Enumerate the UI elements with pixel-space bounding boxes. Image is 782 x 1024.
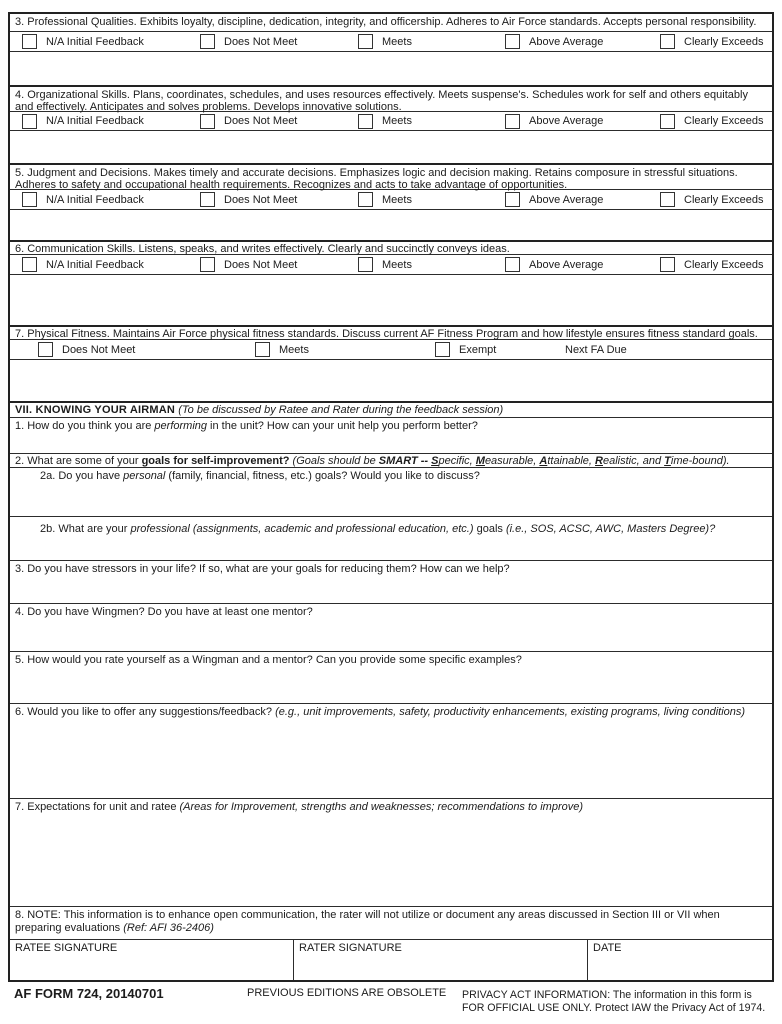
section-3-header [10,14,772,32]
ratee-signature-label: RATEE SIGNATURE [15,942,118,954]
rating-label: Clearly Exceeds [684,115,764,127]
rating-label: Does Not Meet [224,115,298,127]
above-average-checkbox[interactable] [505,257,520,272]
rating-option-above-average [493,255,648,274]
rating-option-clearly-exceeds [648,32,763,51]
section-3-rating-row [10,32,772,52]
rating-option-clearly-exceeds [648,112,763,130]
section-3-text: 3. Professional Qualities. Exhibits loyalty, discipline, dedication, integrity, and officership. Adheres to Air Force standards. Accepts personal responsibility. [15,16,757,28]
above-average-checkbox[interactable] [505,114,520,129]
section-5-comments-area[interactable] [10,210,772,242]
rating-option-meets [346,255,493,274]
meets-checkbox[interactable] [358,34,373,49]
date-label: DATE [593,942,622,954]
meets-checkbox[interactable] [358,257,373,272]
rating-label: Meets [382,115,412,127]
date-field[interactable] [588,940,772,980]
question-6-text: 6. Would you like to offer any suggestions/feedback? (e.g., unit improvements, safety, productivity enhancements, existing programs, living conditions) [15,706,746,718]
clearly-exceeds-checkbox[interactable] [660,192,675,207]
question-3[interactable] [10,561,772,604]
rating-label: Clearly Exceeds [684,193,764,206]
section-6-rating-row [10,255,772,275]
na-initial-feedback-checkbox[interactable] [22,34,37,49]
section-7-fitness-row [10,340,772,360]
rating-option-na-initial-feedback [10,112,188,130]
next-fa-due-label: Next FA Due [565,343,627,356]
question-4-text: 4. Do you have Wingmen? Do you have at least one mentor? [15,606,313,618]
rating-label: Clearly Exceeds [684,258,764,271]
rating-label: Does Not Meet [224,258,298,271]
previous-editions-note: PREVIOUS EDITIONS ARE OBSOLETE [247,987,447,999]
rating-option-meets [346,190,493,209]
privacy-act-line2: FOR OFFICIAL USE ONLY. Protect IAW the Privacy Act of 1974. [462,1001,766,1014]
question-6[interactable] [10,704,772,799]
clearly-exceeds-checkbox[interactable] [660,257,675,272]
fitness-does-not-meet-checkbox[interactable] [38,342,53,357]
clearly-exceeds-checkbox[interactable] [660,114,675,129]
rating-option-na-initial-feedback [10,255,188,274]
rating-label: Clearly Exceeds [684,35,764,48]
rating-option-does-not-meet [188,190,346,209]
question-2-header [10,454,772,468]
rating-option-meets [346,32,493,51]
fitness-label: Does Not Meet [62,343,136,356]
fitness-label: Meets [279,343,309,356]
signature-row [10,940,772,980]
rating-option-meets [346,112,493,130]
question-2a-text: 2a. Do you have personal (family, financial, fitness, etc.) goals? Would you like to discuss? [40,470,480,482]
question-4[interactable] [10,604,772,652]
rating-option-does-not-meet [188,112,346,130]
rating-option-above-average [493,190,648,209]
rating-label: Meets [382,258,412,271]
rating-option-above-average [493,32,648,51]
rating-label: N/A Initial Feedback [46,115,144,127]
rating-option-na-initial-feedback [10,190,188,209]
section-6-comments-area[interactable] [10,275,772,327]
question-2-text: 2. What are some of your goals for self-improvement? (Goals should be SMART -- Specific, Measurable, Attainable, Realistic, and Time-bound). [15,455,730,467]
rating-option-does-not-meet [188,255,346,274]
section-5-header [10,165,772,190]
fitness-exempt-checkbox[interactable] [435,342,450,357]
question-2b[interactable] [10,517,772,561]
does-not-meet-checkbox[interactable] [200,34,215,49]
section-4-comments-area[interactable] [10,131,772,165]
question-7-text: 7. Expectations for unit and ratee (Areas for Improvement, strengths and weaknesses; recommendations to improve) [15,801,584,813]
rater-signature-label: RATER SIGNATURE [299,942,402,954]
meets-checkbox[interactable] [358,192,373,207]
rating-option-does-not-meet [188,32,346,51]
above-average-checkbox[interactable] [505,192,520,207]
does-not-meet-checkbox[interactable] [200,114,215,129]
fitness-option-does-not-meet [10,340,225,359]
section-7-comments-area[interactable] [10,360,772,403]
fitness-label: Exempt [459,343,497,356]
rating-label: N/A Initial Feedback [46,258,144,271]
question-2b-text: 2b. What are your professional (assignments, academic and professional education, etc.) goals (i.e., SOS, ACSC, AWC, Masters Degree)? [40,523,716,535]
rating-label: Meets [382,193,412,206]
question-1[interactable] [10,418,772,454]
rating-label: Above Average [529,115,604,127]
rating-label: Does Not Meet [224,193,298,206]
fitness-option-exempt [405,340,535,359]
rating-option-above-average [493,112,648,130]
section-vii-title: VII. KNOWING YOUR AIRMAN (To be discussed by Ratee and Rater during the feedback session) [15,404,504,416]
section-7-text: 7. Physical Fitness. Maintains Air Force physical fitness standards. Discuss current AF Fitness Program and how lifestyle ensures fitness standard goals. [15,328,758,340]
rating-option-clearly-exceeds [648,255,763,274]
section-vii-header [10,403,772,418]
rating-label: Meets [382,35,412,48]
meets-checkbox[interactable] [358,114,373,129]
question-7[interactable] [10,799,772,907]
section-4-header [10,87,772,112]
na-initial-feedback-checkbox[interactable] [22,114,37,129]
section-5-text: 5. Judgment and Decisions. Makes timely and accurate decisions. Emphasizes logic and decision making. Retains composure in stressful situations. Adheres to safety and occupational health requirements. Recognizes and acts to take advantage of opportunities. [15,167,738,192]
rating-label: Above Average [529,258,604,271]
above-average-checkbox[interactable] [505,34,520,49]
rating-label: Above Average [529,35,604,48]
section-6-text: 6. Communication Skills. Listens, speaks, and writes effectively. Clearly and succinctly conveys ideas. [15,243,510,255]
next-fa-due-field[interactable] [535,340,627,359]
question-5-text: 5. How would you rate yourself as a Wingman and a mentor? Can you provide some specific examples? [15,654,522,666]
section-3-comments-area[interactable] [10,52,772,87]
rating-label: Above Average [529,193,604,206]
privacy-act-line1: PRIVACY ACT INFORMATION: The information in this form is [462,989,752,1001]
rating-label: Does Not Meet [224,35,298,48]
fitness-meets-checkbox[interactable] [255,342,270,357]
rater-signature-field[interactable] [294,940,588,980]
fitness-option-meets [225,340,405,359]
rating-label: N/A Initial Feedback [46,193,144,206]
rating-option-na-initial-feedback [10,32,188,51]
does-not-meet-checkbox[interactable] [200,257,215,272]
af-form-724-page [8,12,774,982]
rating-label: N/A Initial Feedback [46,35,144,48]
na-initial-feedback-checkbox[interactable] [22,257,37,272]
question-5[interactable] [10,652,772,704]
question-2a[interactable] [10,468,772,517]
question-3-text: 3. Do you have stressors in your life? If so, what are your goals for reducing them? How can we help? [15,563,510,575]
form-number: AF FORM 724, 20140701 [14,986,164,1001]
question-1-text: 1. How do you think you are performing in the unit? How can your unit help you perform better? [15,420,478,432]
na-initial-feedback-checkbox[interactable] [22,192,37,207]
clearly-exceeds-checkbox[interactable] [660,34,675,49]
privacy-act-note [462,989,774,1014]
does-not-meet-checkbox[interactable] [200,192,215,207]
ratee-signature-field[interactable] [10,940,294,980]
section-7-header [10,327,772,340]
note-8 [10,907,772,940]
rating-option-clearly-exceeds [648,190,763,209]
section-4-text: 4. Organizational Skills. Plans, coordinates, schedules, and uses resources effectively. Meets suspense's. Schedules work for self and others equitably and effectively. Anticipates and solves problems. Develops innovative solutions. [15,89,748,114]
note-8-text: 8. NOTE: This information is to enhance open communication, the rater will not utilize or document any areas discussed in Section III or VII when preparing evaluations (Ref: AFI 36-2406) [15,909,720,934]
section-5-rating-row [10,190,772,210]
section-6-header [10,242,772,255]
section-4-rating-row [10,112,772,131]
